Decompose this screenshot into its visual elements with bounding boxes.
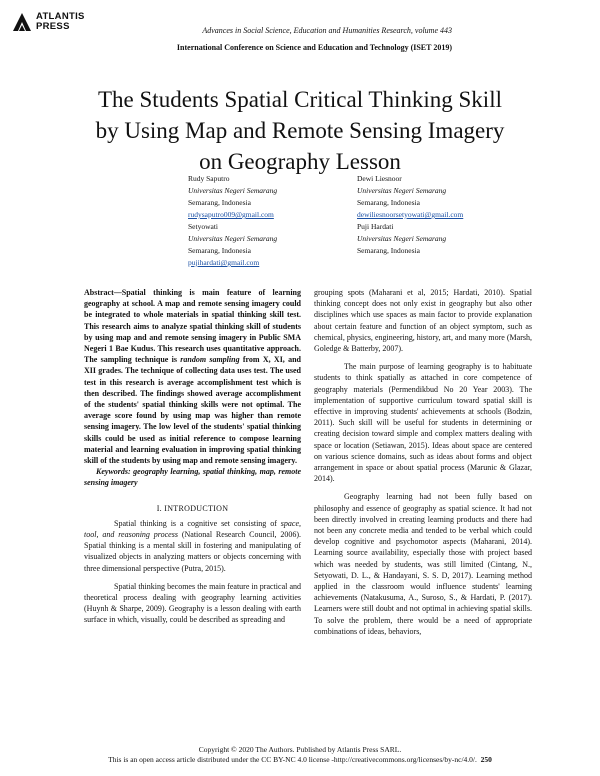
intro-emphasis: space, tool, and reasoning process — [84, 518, 301, 540]
author-city: Semarang, Indonesia — [188, 198, 251, 207]
author-name: Dewi Liesnoor — [357, 174, 402, 183]
body-paragraph: grouping spots (Maharani et al, 2015; Hardati, 2010). Spatial thinking concept does not only exist in geography but also other disciplines which use spaces as main factor to provide explanation about certain feature and function of an object symptom, such as chemical, physics, engineering, history, art, and many more (Marsh, Goledge & Batterby, 2007). — [314, 288, 532, 354]
footer-license — [0, 755, 600, 765]
left-column — [84, 287, 301, 626]
journal-name: Advances in Social Science, Education and Humanities Research, volume 443 — [202, 26, 452, 35]
logo-line1: ATLANTIS — [36, 11, 85, 22]
publisher-logo — [10, 8, 90, 38]
author-name: Rudy Saputro — [188, 174, 230, 183]
section-heading-introduction: I. INTRODUCTION — [156, 503, 229, 513]
author-email-link[interactable]: rudysaputro009@gmail.com — [188, 210, 274, 219]
title-line3: on Geography Lesson — [199, 149, 401, 174]
conference-name: International Conference on Science and Education and Technology (ISET 2019) — [176, 43, 452, 52]
author-city: Semarang, Indonesia — [357, 246, 420, 255]
title-line1: The Students Spatial Critical Thinking Skill — [98, 87, 502, 112]
logo-text — [36, 12, 85, 32]
intro-paragraph: Spatial thinking becomes the main feature in practical and theoretical process dealing with geography learning activities (Huynh & Sharpe, 2009). Geography is a lesson dealing with earth surface in which, visually, could be described as spreading and — [84, 581, 301, 625]
right-column — [314, 287, 532, 637]
author-affiliation: Universitas Negeri Semarang — [357, 234, 447, 243]
body-paragraph: The main purpose of learning geography is to habituate students to think spatially as attached in core competence of geography materials (Permendikbud No 20 Year 2003). The implementation of supportive curriculum toward spatial skill is effective in improving students' achievements at schools (Bodzin, 2011). Such skill will be useful for students in determining or creating decision toward simple and complex matters dealing with space or location (Setiawan, 2015). Ideas about space are centered on various science domains, such as ideas about forms and object arrangement in space or about spatial process (Marunic & Glazar, 2014). — [314, 362, 532, 484]
intro-paragraph — [84, 518, 301, 574]
footer-copyright: Copyright © 2020 The Authors. Published by Atlantis Press SARL. — [198, 745, 402, 754]
atlantis-press-logo-icon — [10, 10, 34, 34]
footer-license-text: This is an open access article distributed under the CC BY-NC 4.0 license -http://creativecommons.org/licenses/by-nc/4.0/. — [108, 755, 477, 764]
author-affiliation: Universitas Negeri Semarang — [357, 186, 447, 195]
body-paragraph: Geography learning had not been fully based on philosophy and essence of geography as spatial science. It had not been directly involved in creating learning products and there had not been any concrete media and tended to be verbal which could develop cognitive and psychomotor aspects (Maharani, 2014). Learning source availability, especially those with project based which was needed by students, was still limited (Cintang, N., Setyowati, D. L., & Handayani, S. S. D, 2017). Learning method applied in the classroom would influence students' learning achievements (Natakusuma, A., Suroso, S., & Hardati, P. (2017). Learners were still doubt and not optimal in achieving spatial skills. To solve the problem, there would be a need of appropriate combinations of ideas, behaviors, — [314, 492, 532, 636]
author-name: Puji Hardati — [357, 222, 394, 231]
author-email-link[interactable]: pujihardati@gmail.com — [188, 258, 260, 267]
keywords: Keywords: geography learning, spatial thinking, map, remote sensing imagery — [84, 467, 301, 488]
author-affiliation: Universitas Negeri Semarang — [188, 186, 278, 195]
author-city: Semarang, Indonesia — [357, 198, 420, 207]
title-line2: by Using Map and Remote Sensing Imagery — [95, 118, 505, 143]
abstract — [84, 287, 301, 466]
abstract-text-cont: from X, XI, and XII grades. The technique of collecting data uses test. The used test in this research is average accomplishment test which is then described. The findings showed average accomplishment of the students' spatial thinking skills were not optimal. The average score found by using map was higher than remote sensing imagery. The low level of the students' spatial thinking skills could be used as initial reference to compose learning material and learning evaluation in improving spatial thinking skill of the students by using map and remote sensing imagery. — [84, 355, 301, 466]
paper-title — [60, 84, 540, 177]
author-city: Semarang, Indonesia — [188, 246, 251, 255]
author-email-link[interactable]: dewiliesnoorsetyowati@gmail.com — [357, 210, 464, 219]
intro-text: Spatial thinking is a cognitive set consisting of — [114, 518, 281, 528]
author-block-right — [357, 173, 527, 257]
intro-text-cont: (National Research Council, 2006). Spatial thinking is a mental skill in fostering and manipulating of visualized objects in analyzing matters or objects concerning with three dimensional perspective (Putra, 2015). — [84, 530, 302, 573]
footer — [0, 745, 600, 765]
logo-line2: PRESS — [36, 21, 70, 32]
author-affiliation: Universitas Negeri Semarang — [188, 234, 278, 243]
page-number: 250 — [480, 755, 492, 764]
abstract-emphasis: random sampling — [180, 355, 240, 365]
author-name: Setyowati — [188, 222, 218, 231]
author-block-left — [188, 173, 338, 269]
abstract-text: Abstract—Spatial thinking is main feature of learning geography at school. A map and remote sensing imagery could be integrated to whole materials in spatial thinking skill test. This research aims to analyze spatial thinking skill of students by using map and and remote sensing imagery in Public SMA Negeri 1 Bae Kudus. This research uses quantitative approach. The sampling technique is — [84, 288, 301, 365]
